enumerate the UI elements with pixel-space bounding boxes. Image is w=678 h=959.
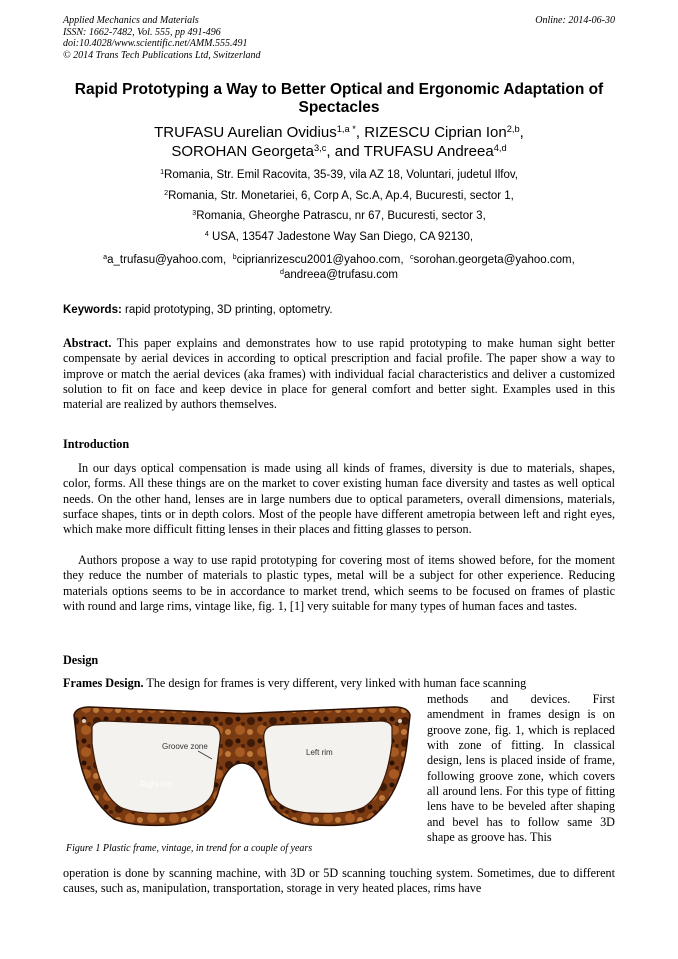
author-sup: 3,c (313, 142, 327, 153)
affiliation-text: USA, 13547 Jadestone Way San Diego, CA 92130, (208, 230, 474, 243)
intro-paragraph-2: Authors propose a way to use rapid prototyping for covering most of items showed before, for the moment they reduce the number of materials to plastic types, metal will be a subject for other experience. Reducing materials options seems to be in accordance to market trend, which seems to be focused on frames of plastic with round and large rims, vintage like, fig. 1, [1] very suitable for many types of human faces and tastes. (63, 553, 615, 614)
glasses-figure (70, 693, 414, 833)
left-lens (264, 721, 392, 813)
affiliation-list (40, 165, 638, 247)
email-link[interactable]: sorohan.georgeta@yahoo.com, (413, 254, 575, 266)
author-list: TRUFASU Aurelian Ovidius$^{1,a *}$, RIZESCU Ciprian Ion$^{2,b}$, SOROHAN Georgeta$^{3,c}$, and TRUFASU Andreea$^{4,d}$ (154, 123, 524, 160)
affiliation-text: Romania, Str. Monetariei, 6, Corp A, Sc.A, Ap.4, Bucuresti, sector 1, (168, 189, 514, 202)
author-sup: 1,a * (336, 123, 356, 134)
journal-doi: doi:10.4028/www.scientific.net/AMM.555.491 (63, 38, 248, 50)
affiliation-sup: 1 (160, 168, 165, 177)
journal-issn: ISSN: 1662-7482, Vol. 555, pp 491-496 (63, 26, 221, 38)
journal-name: Applied Mechanics and Materials (63, 15, 199, 26)
hinge-stud (398, 719, 402, 723)
figure-caption: Figure 1 Plastic frame, vintage, in trend for a couple of years (66, 843, 313, 854)
section-heading-introduction: Introduction (63, 437, 130, 451)
affiliation-text: Romania, Str. Emil Racovita, 35-39, vila AZ 18, Voluntari, judetul Ilfov, (164, 169, 518, 181)
author-name: TRUFASU Andreea (363, 142, 494, 160)
author-name: SOROHAN Georgeta (171, 142, 314, 160)
affiliation-sup: 4 (204, 229, 209, 238)
paper-title: Rapid Prototyping a Way to Better Optical and Ergonomic Adaptation of Spectacles (74, 81, 604, 116)
email-sup: c (409, 253, 414, 262)
email-sup: b (232, 253, 237, 262)
author-conjunction: and (334, 142, 360, 160)
section-heading-design: Design (63, 653, 99, 667)
email-link[interactable]: andreea@trufasu.com (284, 269, 398, 281)
author-name: TRUFASU Aurelian Ovidius (154, 124, 337, 141)
left-rim-label: Left rim (306, 748, 333, 757)
email-list (40, 253, 638, 283)
affiliation-sup: 2 (164, 188, 169, 197)
frames-design-column-text: methods and devices. First amendment in frames design is on groove zone, fig. 1, which is replaced with zone of fitting. In classical design, lens is placed inside of frame, following groove zone, which covers all around lens. For this type of fitting lens have to be beveled after shaping and bevel has to follow same 3D shape as groove has. This (427, 692, 615, 845)
journal-copyright: © 2014 Trans Tech Publications Ltd, Switzerland (63, 49, 261, 61)
affiliation (40, 227, 638, 248)
author-sup: 2,b (506, 123, 520, 134)
author-sup: 4,d (493, 142, 507, 153)
right-lens (92, 721, 220, 813)
right-rim-label: Right rim (140, 780, 173, 789)
affiliation-sup: 3 (192, 209, 197, 218)
abstract-label: Abstract. (63, 336, 112, 350)
frames-design-label: Frames Design. (63, 676, 144, 690)
email-link[interactable]: ciprianrizescu2001@yahoo.com, (236, 254, 404, 266)
frames-design-first-line (63, 676, 615, 691)
affiliation (40, 186, 638, 207)
keywords-label: Keywords: (63, 304, 122, 316)
affiliation (40, 165, 638, 186)
online-date: Online: 2014-06-30 (535, 15, 615, 26)
author-name: RIZESCU Ciprian Ion (364, 124, 507, 141)
abstract (63, 336, 615, 413)
intro-paragraph-1: In our days optical compensation is made using all kinds of frames, diversity is due to materials, shapes, color, forms. All these things are on the market to cover existing human face diversity and tastes as well optical needs. On the other hand, lenses are in large numbers due to optical parameters, overall dimensions, materials, surface shapes, tints or in depth colors. Most of the people have different ametropia between left and right eyes, which make more difficult fitting lenses in their places and fitting glasses to person. (63, 461, 615, 537)
email-sup: a (103, 253, 108, 262)
hinge-stud (82, 719, 86, 723)
abstract-text: This paper explains and demonstrates how to use rapid prototyping to make human sight better compensate by aerial devices in according to optical prescription and facial profile. The paper show a way to improve or match the aerial devices (aka frames) with individual facial characteristics and deliver a customized solution to fit on face and keep device in place for general comfort and better sight. Examples used in this material are realized by authors themselves. (63, 336, 615, 412)
affiliation-text: Romania, Gheorghe Patrascu, nr 67, Bucuresti, sector 3, (196, 210, 486, 222)
journal-header (63, 15, 615, 61)
email-sup: d (280, 268, 284, 277)
keywords (63, 303, 615, 317)
frames-design-text: The design for frames is very different, very linked with human face scanning (146, 676, 527, 690)
affiliation (40, 206, 638, 227)
frames-design-continued: operation is done by scanning machine, with 3D or 5D scanning touching system. Sometimes, due to different causes, such as, manipulation, transportation, storage in very heated places, rims have (63, 866, 615, 896)
keywords-text: rapid prototyping, 3D printing, optometry. (125, 304, 333, 316)
groove-zone-label: Groove zone (162, 742, 208, 751)
email-link[interactable]: a_trufasu@yahoo.com, (107, 254, 227, 266)
